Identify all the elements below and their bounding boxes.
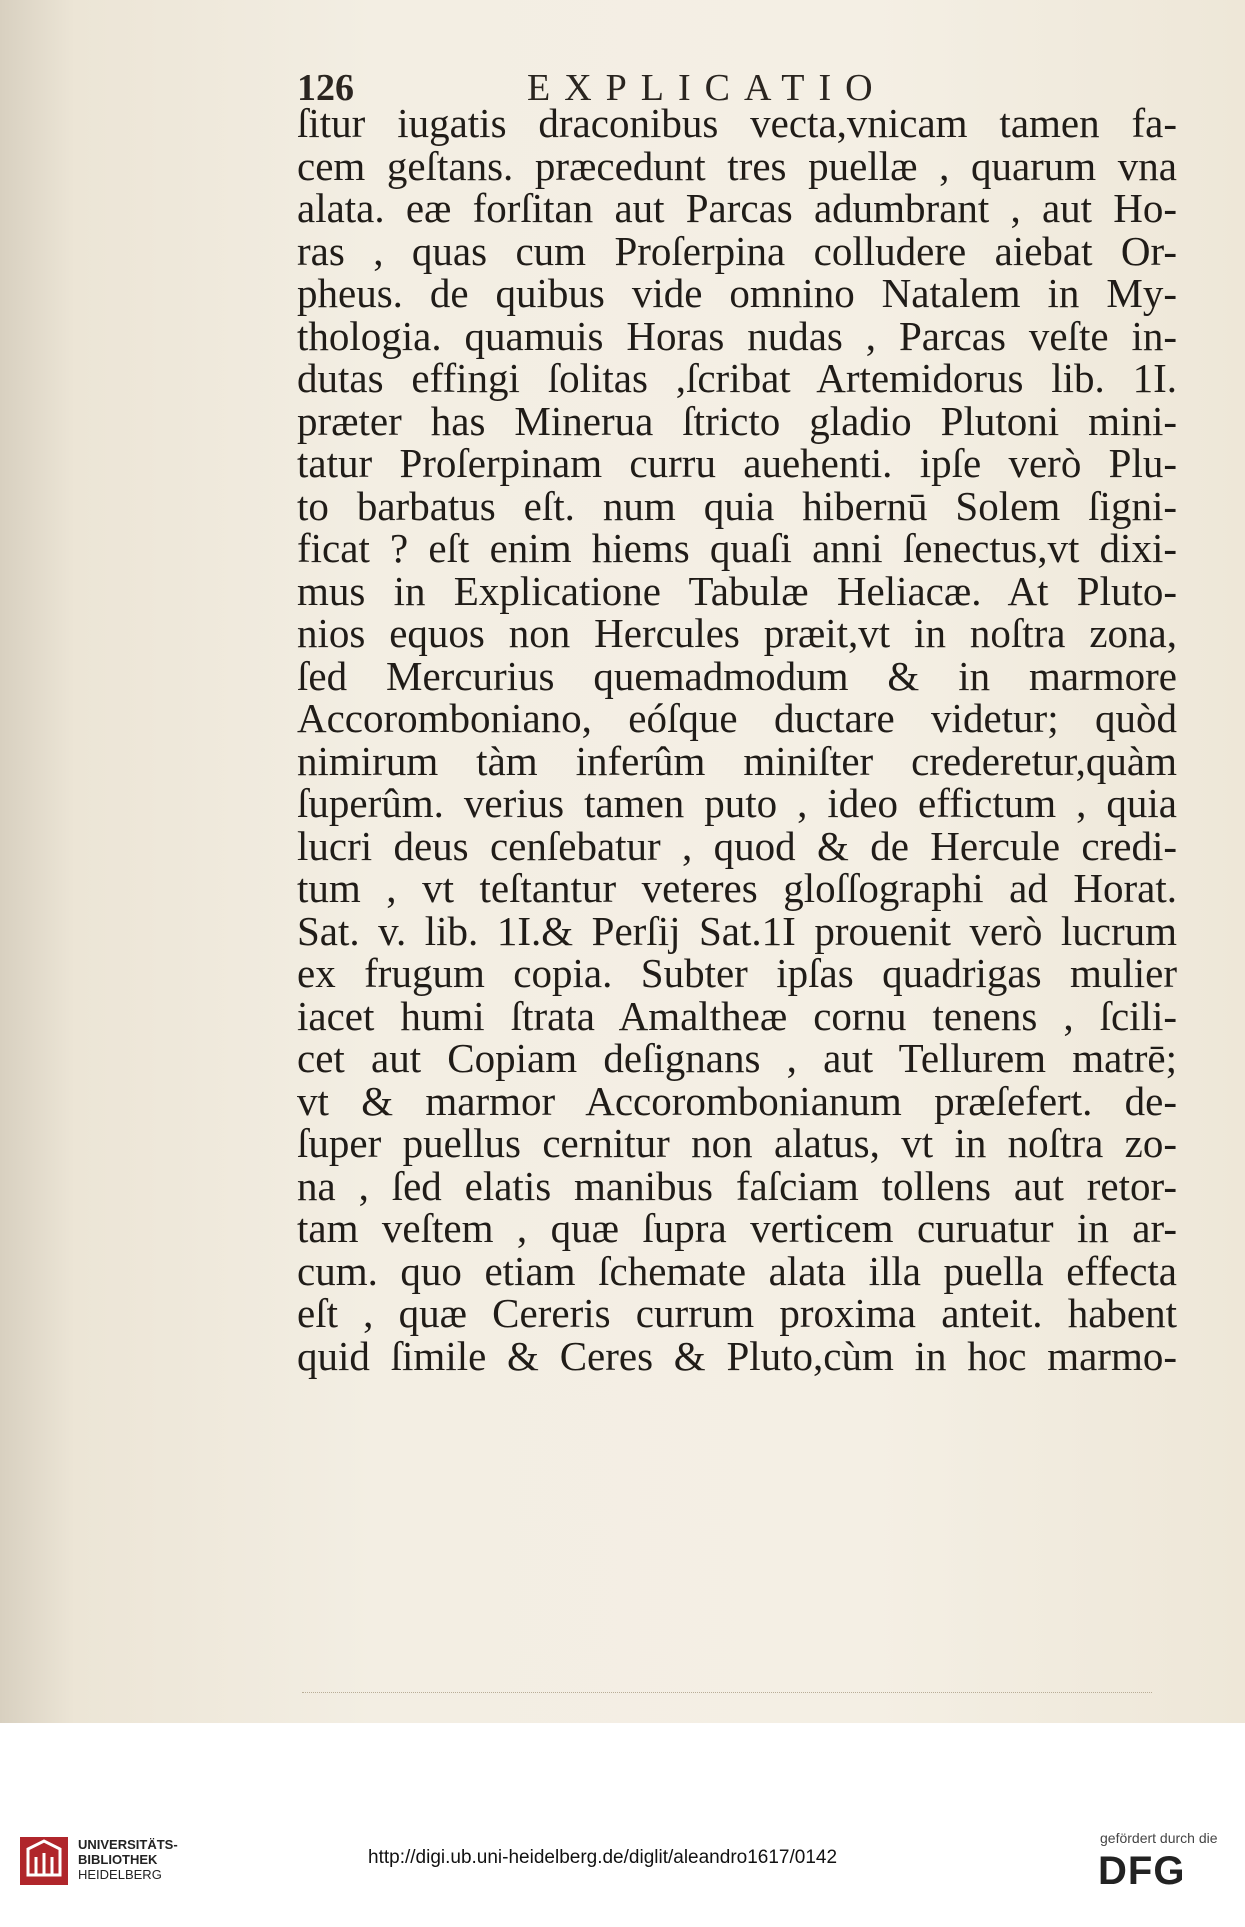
page-area [232,50,1212,1710]
institution-line: BIBLIOTHEK [78,1852,158,1867]
institution-name [78,1837,178,1882]
text-line: tatur Proſerpinam curru auehenti. ipſe verò Plu- [297,440,1177,486]
text-line: mus in Explicatione Tabulæ Heliacæ. At Pluto- [297,567,1177,614]
institution-line: HEIDELBERG [78,1867,162,1882]
dfg-logo: DFG [1098,1849,1186,1893]
text-line: quid ſimile & Ceres & Pluto,cùm in hoc marmo- [297,1332,1177,1379]
text-line: ſitur iugatis draconibus vecta,vnicam tamen fa- [297,100,1177,146]
text-line: nios equos non Hercules præit,vt in noſtra zona, [297,610,1177,656]
text-line: tum , vt teſtantur veteres gloſſographi ad Horat. [297,865,1177,911]
permalink-url[interactable]: http://digi.ub.uni-heidelberg.de/diglit/aleandro1617/0142 [368,1847,838,1868]
text-line: iacet humi ſtrata Amaltheæ cornu tenens , ſcili- [297,992,1177,1039]
text-line: cet aut Copiam deſignans , aut Tellurem matrē; [297,1035,1177,1081]
running-head: EXPLICATIO [527,67,887,109]
bottom-rule [302,1692,1152,1693]
text-line: ficat ? eſt enim hiems quaſi anni ſenectus,vt dixi- [297,525,1177,571]
text-line: ſuper puellus cernitur non alatus, vt in noſtra zo- [297,1120,1177,1166]
text-line: Accoromboniano, eóſque ductare videtur; quòd [297,695,1177,741]
university-library-logo-icon [18,1835,70,1887]
footer-bar [0,1723,1245,1927]
text-line: na , ſed elatis manibus faſciam tollens aut retor- [297,1162,1177,1209]
text-line: Sat. v. lib. 1I.& Perſij Sat.1I prouenit verò lucrum [297,907,1177,954]
page-number: 126 [297,67,354,109]
text-line: eſt , quæ Cereris currum proxima anteit. habent [297,1290,1177,1336]
text-line: ex frugum copia. Subter ipſas quadrigas mulier [297,950,1177,996]
text-line: ras , quas cum Proſerpina colludere aiebat Or- [297,227,1177,274]
text-line: ſed Mercurius quemadmodum & in marmore [297,652,1177,699]
text-line: præter has Minerua ſtricto gladio Plutoni mini- [297,397,1177,444]
text-line: alata. eæ forſitan aut Parcas adumbrant , aut Ho- [297,185,1177,231]
text-line: thologia. quamuis Horas nudas , Parcas veſte in- [297,312,1177,359]
text-line: vt & marmor Accorombonianum præſefert. de- [297,1077,1177,1124]
text-line: cem geſtans. præcedunt tres puellæ , quarum vna [297,142,1177,189]
text-line: lucri deus cenſebatur , quod & de Hercule credi- [297,822,1177,869]
text-line: dutas effingi ſolitas ,ſcribat Artemidorus lib. 1I. [297,355,1177,401]
text-line: pheus. de quibus vide omnino Natalem in My- [297,270,1177,316]
body-text [297,102,1197,1377]
text-line: to barbatus eſt. num quia hibernū Solem ſigni- [297,482,1177,529]
text-line: tam veſtem , quæ ſupra verticem curuatur in ar- [297,1205,1177,1251]
text-line: ſuperûm. verius tamen puto , ideo effictum , quia [297,780,1177,826]
text-line: cum. quo etiam ſchemate alata illa puella effecta [297,1247,1177,1294]
institution-line: UNIVERSITÄTS- [78,1837,178,1852]
text-line: nimirum tàm inferûm miniſter crederetur,quàm [297,737,1177,784]
sponsor-note: gefördert durch die [1100,1830,1218,1846]
